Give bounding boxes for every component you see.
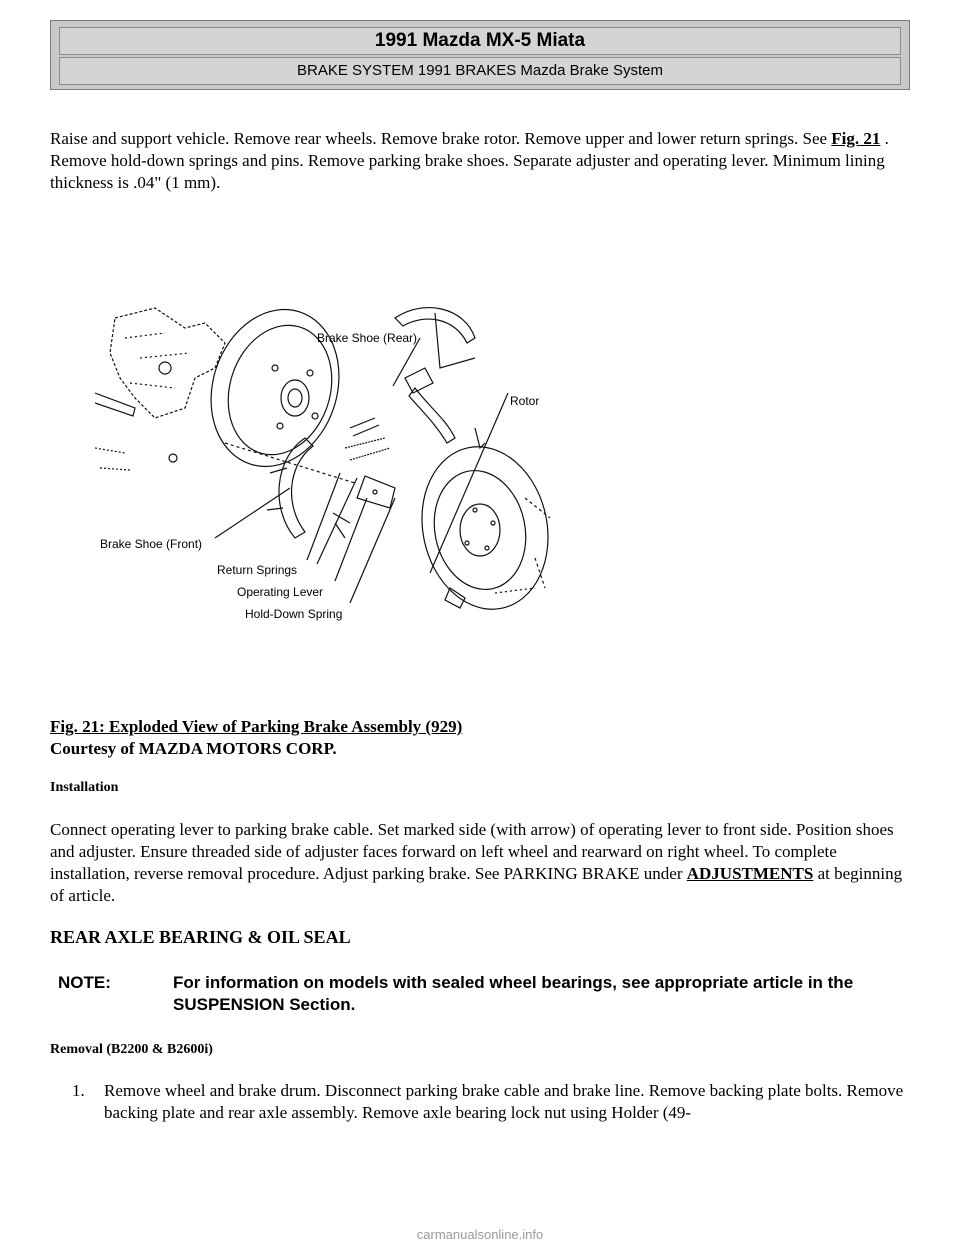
note-label: NOTE:: [58, 973, 111, 992]
installation-paragraph: [50, 819, 910, 907]
label-return-springs: Return Springs: [217, 563, 298, 577]
label-rotor: Rotor: [510, 394, 540, 408]
label-hold-down-spring: Hold-Down Spring: [245, 607, 343, 621]
footer-watermark: carmanualsonline.info: [416, 1227, 544, 1242]
intro-text: Raise and support vehicle. Remove rear wheels. Remove brake rotor. Remove upper and lower return springs. See: [50, 129, 832, 148]
installation-heading: Installation: [50, 780, 119, 795]
intro-paragraph: [50, 128, 910, 194]
label-brake-shoe-rear: Brake Shoe (Rear): [317, 331, 418, 345]
list-item-text: Remove wheel and brake drum. Disconnect parking brake cable and brake line. Remove backing plate bolts. Remove backing plate and rear axle assembly. Remove axle bearing lock nut using Holder (49-: [104, 1081, 904, 1122]
intro-text-cont: . Remove hold-down springs and pins. Remove parking brake shoes. Separate adjuster and operating lever. Minimum lining thickness is .04" (1 mm).: [50, 129, 889, 192]
adjustments-link[interactable]: ADJUSTMENTS: [686, 864, 814, 883]
removal-heading: Removal (B2200 & B2600i): [50, 1042, 213, 1057]
label-operating-lever: Operating Lever: [237, 585, 324, 599]
document-header: [50, 20, 910, 90]
label-brake-shoe-front: Brake Shoe (Front): [100, 537, 203, 551]
figure-courtesy: Courtesy of MAZDA MOTORS CORP.: [50, 739, 337, 758]
list-item-number: 1.: [72, 1081, 85, 1100]
figure-caption: [50, 716, 462, 760]
document-subtitle: BRAKE SYSTEM 1991 BRAKES Mazda Brake System: [59, 57, 901, 85]
installation-text: Connect operating lever to parking brake cable. Set marked side (with arrow) of operating lever to front side. Position shoes and adjuster. Ensure threaded side of adjuster faces forward on left wheel and rearward on right wheel. To complete installation, reverse removal procedure. Adjust parking brake. See PARKING BRAKE under: [50, 820, 894, 883]
installation-text-cont: at beginning of article.: [50, 864, 903, 905]
exploded-view-illustration: [95, 298, 555, 628]
figure-caption-link[interactable]: Fig. 21: Exploded View of Parking Brake Assembly (929): [50, 717, 463, 736]
section-heading: REAR AXLE BEARING & OIL SEAL: [50, 927, 351, 947]
fig-21-link[interactable]: Fig. 21: [831, 129, 881, 148]
document-title: 1991 Mazda MX-5 Miata: [59, 27, 901, 55]
note-text: For information on models with sealed wheel bearings, see appropriate article in the SUSPENSION Section.: [173, 973, 854, 1014]
